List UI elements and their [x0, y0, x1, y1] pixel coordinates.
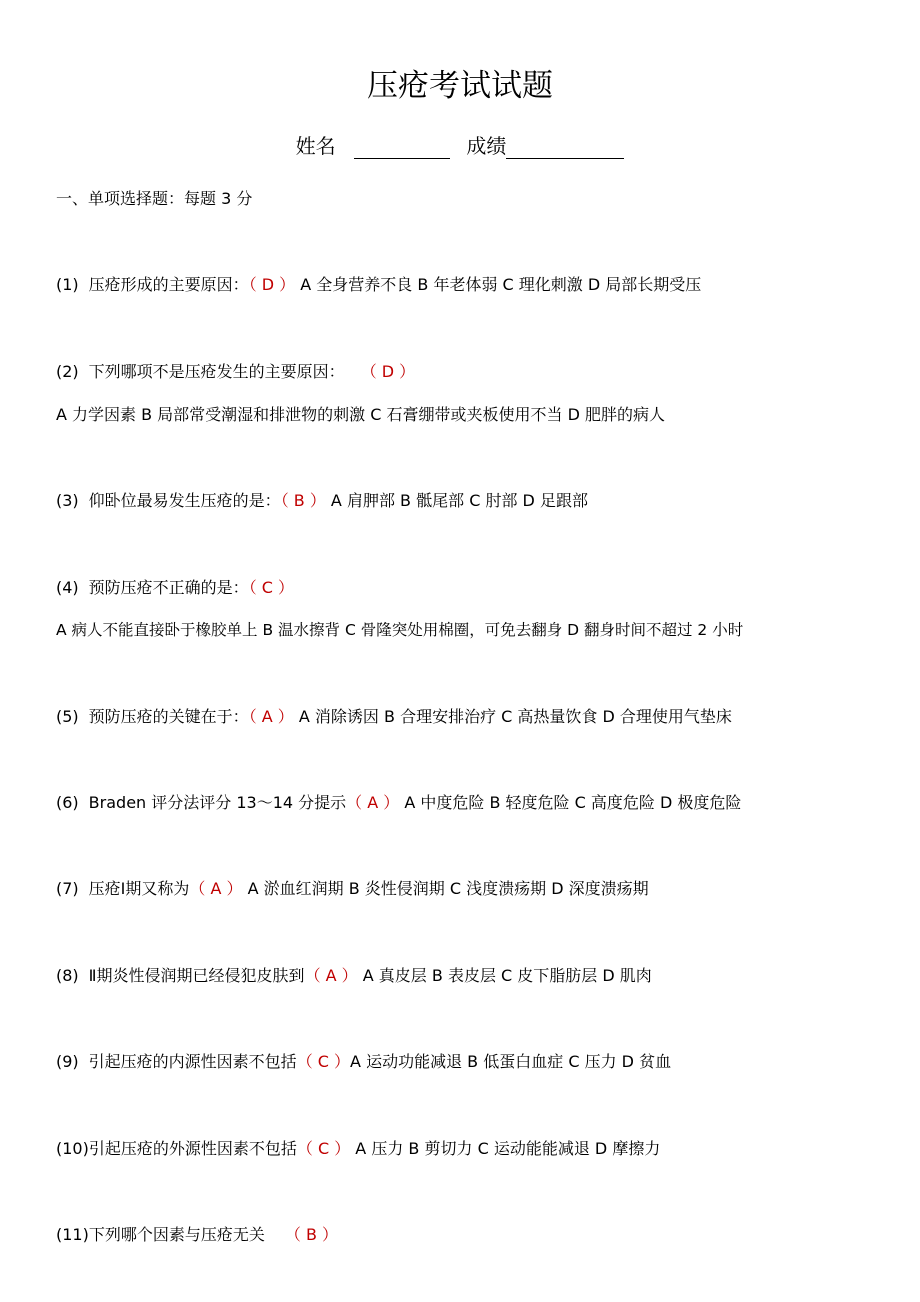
question-number: (1)	[56, 275, 79, 294]
answer: （ A ）	[189, 879, 243, 898]
question-options: A 肩胛部 B 骶尾部 C 肘部 D 足跟部	[325, 491, 588, 510]
score-label: 成绩	[466, 134, 507, 158]
name-blank[interactable]	[354, 138, 450, 159]
question-8	[56, 963, 652, 986]
question-number: (7)	[56, 879, 79, 898]
question-stem: 引起压疮的外源性因素不包括	[88, 1139, 297, 1158]
answer: （ D ）	[248, 275, 296, 294]
question-2-options: A 力学因素 B 局部常受潮湿和排泄物的刺激 C 石膏绷带或夹板使用不当 D 肥胖的病人	[56, 405, 666, 424]
question-3	[56, 488, 588, 511]
question-stem: 预防压疮不正确的是：	[88, 578, 249, 597]
question-stem: Ⅱ期炎性侵润期已经侵犯皮肤到	[88, 966, 305, 985]
answer: （ C ）	[296, 1139, 351, 1158]
question-7	[56, 876, 649, 899]
section-heading: 一、单项选择题：每题 3 分	[56, 189, 253, 208]
question-11	[56, 1222, 338, 1245]
question-number: (8)	[56, 966, 79, 985]
question-4	[56, 575, 294, 598]
question-options: A 中度危险 B 轻度危险 C 高度危险 D 极度危险	[399, 793, 742, 812]
question-number: (10)	[56, 1139, 89, 1158]
answer: （ B ）	[280, 491, 326, 510]
question-stem: 下列哪项不是压疮发生的主要原因：	[88, 362, 345, 381]
answer: （ D ）	[368, 362, 416, 381]
question-stem: 引起压疮的内源性因素不包括	[88, 1052, 297, 1071]
answer: （ C ）	[248, 578, 295, 597]
question-4-options: A 病人不能直接卧于橡胶单上 B 温水擦背 C 骨隆突处用棉圈，可免去翻身 D 翻身时间不超过 2 小时	[56, 621, 744, 639]
question-options: A 真皮层 B 表皮层 C 皮下脂肪层 D 肌肉	[357, 966, 652, 985]
question-stem: 下列哪个因素与压疮无关	[88, 1225, 265, 1244]
page-title: 压疮考试试题	[367, 68, 553, 104]
answer: （ A ）	[346, 793, 400, 812]
question-options: A 淤血红润期 B 炎性侵润期 C 浅度溃疡期 D 深度溃疡期	[242, 879, 649, 898]
question-9	[56, 1049, 671, 1072]
name-label: 姓名	[295, 134, 336, 158]
answer: （ C ）	[296, 1052, 351, 1071]
question-stem: Braden 评分法评分 13～14 分提示	[88, 793, 347, 812]
name-score-row	[0, 130, 920, 159]
answer: （ B ）	[284, 1225, 339, 1244]
question-10	[56, 1136, 660, 1159]
answer: （ A ）	[248, 707, 294, 726]
question-1	[56, 272, 701, 295]
question-number: (11)	[56, 1225, 89, 1244]
answer: （ A ）	[304, 966, 358, 985]
question-options: A 压力 B 剪切力 C 运动能能减退 D 摩擦力	[350, 1139, 661, 1158]
question-stem: 压疮形成的主要原因：	[88, 275, 249, 294]
question-6	[56, 790, 741, 813]
question-options: A 消除诱因 B 合理安排治疗 C 高热量饮食 D 合理使用气垫床	[293, 707, 732, 726]
question-stem: 预防压疮的关键在于：	[88, 707, 249, 726]
question-options: A 运动功能减退 B 低蛋白血症 C 压力 D 贫血	[350, 1052, 672, 1071]
question-number: (4)	[56, 578, 79, 597]
question-number: (9)	[56, 1052, 79, 1071]
score-blank[interactable]	[506, 138, 624, 159]
question-number: (2)	[56, 362, 79, 381]
question-options: A 全身营养不良 B 年老体弱 C 理化刺激 D 局部长期受压	[295, 275, 702, 294]
question-number: (6)	[56, 793, 79, 812]
question-2	[56, 359, 415, 382]
question-stem: 仰卧位最易发生压疮的是：	[88, 491, 281, 510]
question-number: (5)	[56, 707, 79, 726]
question-number: (3)	[56, 491, 79, 510]
question-5	[56, 704, 732, 727]
question-stem: 压疮Ⅰ期又称为	[88, 879, 190, 898]
